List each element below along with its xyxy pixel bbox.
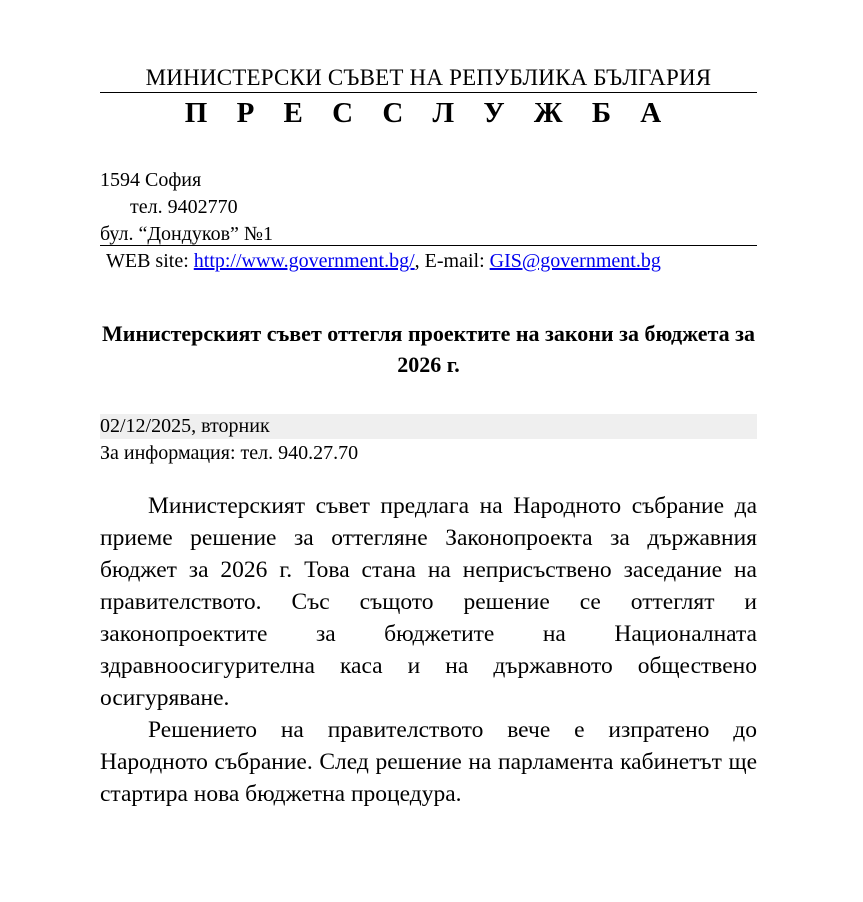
article-paragraph-2: Решението на правителството вече е изпратено до Народното събрание. След решение на парламента кабинетът ще стартира нова бюджетна процедура. <box>100 717 757 807</box>
web-label: WEB site: <box>106 250 194 272</box>
address-street: бул. “Дондуков” №1 <box>100 223 274 245</box>
article-date: 02/12/2025, вторник <box>100 414 757 439</box>
article-paragraph-1: Министерският съвет предлага на Народното събрание да приеме решение за оттегляне Законопроекта за държавния бюджет за 2026 г. Това стана на неприсъствено заседание на правителството. Със същото решение се оттеглят и законопроектите за бюджетите на Националната здравноосигурителна каса и на държавното обществено осигуряване. <box>100 493 757 711</box>
address-divider <box>100 245 757 246</box>
header-divider <box>100 92 757 93</box>
email-label: , E-mail: <box>414 250 490 272</box>
article-title: Министерският съвет оттегля проектите на закони за бюджета за 2026 г. <box>102 321 755 377</box>
department-name: П Р Е С С Л У Ж Б А <box>184 97 673 129</box>
contact-line <box>106 249 661 273</box>
address-city: 1594 София <box>100 169 202 191</box>
article-body <box>100 490 757 810</box>
organization-name: МИНИСТЕРСКИ СЪВЕТ НА РЕПУБЛИКА БЪЛГАРИЯ <box>145 65 712 90</box>
address-phone: тел. 9402770 <box>130 196 238 218</box>
contact-info: За информация: тел. 940.27.70 <box>100 442 359 464</box>
website-link[interactable]: http://www.government.bg/ <box>193 250 415 272</box>
email-link[interactable]: GIS@government.bg <box>489 250 661 272</box>
